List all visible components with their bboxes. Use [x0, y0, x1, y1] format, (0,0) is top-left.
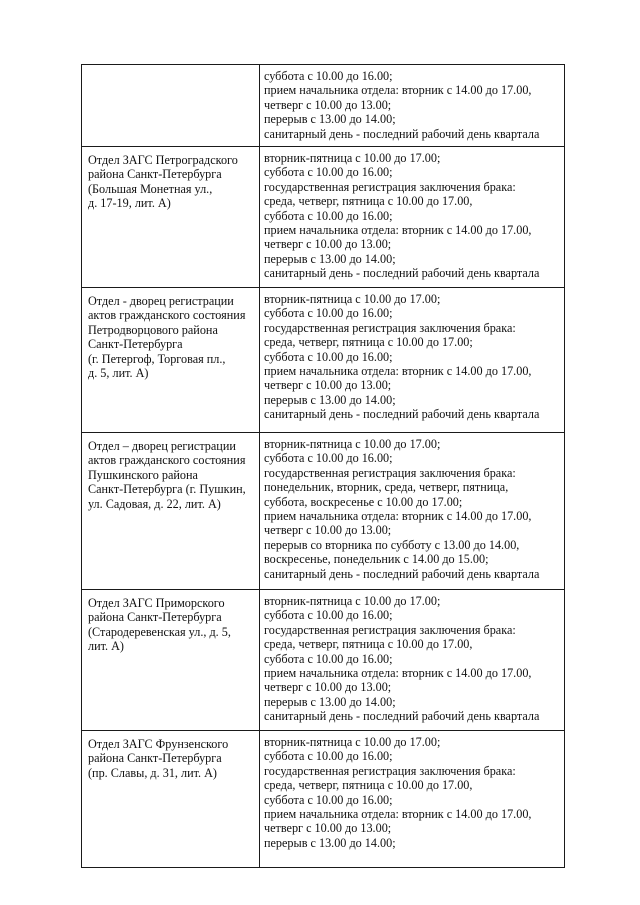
- department-line: Отдел ЗАГС Приморского: [88, 596, 225, 610]
- hours-line: суббота с 10.00 до 16.00;: [264, 165, 393, 180]
- department-line: ул. Садовая, д. 22, лит. А): [88, 496, 221, 511]
- hours-line: среда, четверг, пятница с 10.00 до 17.00;: [264, 335, 473, 350]
- hours-line: среда, четверг, пятница с 10.00 до 17.00,: [264, 637, 473, 652]
- table-row: [82, 590, 565, 731]
- department-line: Петродворцового района: [88, 322, 218, 337]
- hours-line: государственная регистрация заключения брака:: [264, 622, 516, 637]
- department-line: (г. Петергоф, Торговая пл.,: [88, 351, 226, 366]
- hours-line: прием начальника отдела: вторник с 14.00 до 17.00,: [264, 83, 532, 98]
- department-line: Отдел ЗАГС Фрунзенского: [88, 737, 229, 751]
- hours-line: суббота с 10.00 до 16.00;: [264, 306, 393, 321]
- department-line: Санкт-Петербурга (г. Пушкин,: [88, 482, 246, 497]
- hours-line: вторник-пятница с 10.00 до 17.00;: [264, 151, 441, 165]
- hours-line: суббота, воскресенье с 10.00 до 17.00;: [264, 494, 463, 509]
- department-cell: [82, 731, 260, 868]
- hours-line: суббота с 10.00 до 16.00;: [264, 69, 393, 83]
- hours-line: суббота с 10.00 до 16.00;: [264, 608, 393, 623]
- table-row: [82, 147, 565, 288]
- department-line: д. 5, лит. А): [88, 366, 149, 381]
- hours-line: перерыв с 13.00 до 14.00;: [264, 251, 396, 266]
- department-cell: [82, 65, 260, 147]
- hours-line: суббота с 10.00 до 16.00;: [264, 349, 393, 364]
- hours-line: перерыв с 13.00 до 14.00;: [264, 694, 396, 709]
- hours-line: четверг с 10.00 до 13.00;: [264, 680, 392, 695]
- department-line: актов гражданского состояния: [88, 308, 246, 323]
- department-line: района Санкт-Петербурга: [88, 610, 222, 625]
- hours-line: четверг с 10.00 до 13.00;: [264, 237, 392, 252]
- department-line: актов гражданского состояния: [88, 453, 246, 468]
- hours-line: среда, четверг, пятница с 10.00 до 17.00,: [264, 778, 473, 793]
- hours-line: четверг с 10.00 до 13.00;: [264, 821, 392, 836]
- department-cell: [82, 147, 260, 288]
- hours-line: суббота с 10.00 до 16.00;: [264, 749, 393, 764]
- department-line: (пр. Славы, д. 31, лит. А): [88, 765, 217, 780]
- department-cell: [82, 433, 260, 590]
- hours-line: прием начальника отдела: вторник с 14.00 до 17.00,: [264, 223, 532, 238]
- department-line: Отдел ЗАГС Петроградского: [88, 153, 238, 167]
- department-line: Санкт-Петербурга: [88, 337, 183, 352]
- department-cell: [82, 590, 260, 731]
- hours-line: вторник-пятница с 10.00 до 17.00;: [264, 594, 441, 608]
- hours-cell: [260, 147, 565, 288]
- hours-line: суббота с 10.00 до 16.00;: [264, 651, 393, 666]
- department-line: района Санкт-Петербурга: [88, 167, 222, 182]
- hours-line: санитарный день - последний рабочий день квартала: [264, 407, 540, 422]
- hours-line: прием начальника отдела: вторник с 14.00 до 17.00,: [264, 364, 532, 379]
- hours-cell: [260, 433, 565, 590]
- hours-line: вторник-пятница с 10.00 до 17.00;: [264, 735, 441, 749]
- hours-line: санитарный день - последний рабочий день квартала: [264, 126, 540, 141]
- table-row: [82, 65, 565, 147]
- hours-line: суббота с 10.00 до 16.00;: [264, 451, 393, 466]
- department-line: района Санкт-Петербурга: [88, 751, 222, 766]
- hours-line: понедельник, вторник, среда, четверг, пятница,: [264, 480, 509, 495]
- hours-line: вторник-пятница с 10.00 до 17.00;: [264, 437, 441, 451]
- hours-line: государственная регистрация заключения брака:: [264, 465, 516, 480]
- hours-line: четверг с 10.00 до 13.00;: [264, 523, 392, 538]
- hours-line: четверг с 10.00 до 13.00;: [264, 378, 392, 393]
- hours-line: перерыв с 13.00 до 14.00;: [264, 835, 396, 850]
- department-line: Отдел – дворец регистрации: [88, 439, 236, 453]
- hours-line: санитарный день - последний рабочий день квартала: [264, 566, 540, 581]
- hours-line: прием начальника отдела: вторник с 14.00 до 17.00,: [264, 666, 532, 681]
- table-row: [82, 288, 565, 433]
- hours-line: вторник-пятница с 10.00 до 17.00;: [264, 292, 441, 306]
- hours-line: прием начальника отдела: вторник с 14.00 до 17.00,: [264, 509, 532, 524]
- hours-cell: [260, 288, 565, 433]
- table-row: [82, 731, 565, 868]
- table-row: [82, 433, 565, 590]
- hours-line: суббота с 10.00 до 16.00;: [264, 792, 393, 807]
- department-cell: [82, 288, 260, 433]
- hours-line: четверг с 10.00 до 13.00;: [264, 97, 392, 112]
- department-line: (Большая Монетная ул.,: [88, 181, 213, 196]
- department-line: (Стародеревенская ул., д. 5,: [88, 624, 231, 639]
- hours-line: государственная регистрация заключения брака:: [264, 763, 516, 778]
- hours-line: санитарный день - последний рабочий день квартала: [264, 266, 540, 281]
- hours-line: среда, четверг, пятница с 10.00 до 17.00,: [264, 194, 473, 209]
- hours-line: суббота с 10.00 до 16.00;: [264, 208, 393, 223]
- department-line: Пушкинского района: [88, 467, 198, 482]
- department-line: лит. А): [88, 639, 124, 654]
- hours-line: государственная регистрация заключения брака:: [264, 320, 516, 335]
- department-line: Отдел - дворец регистрации: [88, 294, 234, 308]
- hours-line: прием начальника отдела: вторник с 14.00 до 17.00,: [264, 807, 532, 822]
- hours-cell: [260, 731, 565, 868]
- hours-line: государственная регистрация заключения брака:: [264, 179, 516, 194]
- hours-line: санитарный день - последний рабочий день квартала: [264, 709, 540, 724]
- schedule-table: [81, 64, 565, 868]
- hours-line: воскресенье, понедельник с 14.00 до 15.00;: [264, 552, 489, 567]
- department-line: д. 17-19, лит. А): [88, 196, 171, 211]
- hours-line: перерыв с 13.00 до 14.00;: [264, 392, 396, 407]
- hours-cell: [260, 590, 565, 731]
- hours-cell: [260, 65, 565, 147]
- hours-line: перерыв с 13.00 до 14.00;: [264, 112, 396, 127]
- hours-line: перерыв со вторника по субботу с 13.00 до 14.00,: [264, 537, 520, 552]
